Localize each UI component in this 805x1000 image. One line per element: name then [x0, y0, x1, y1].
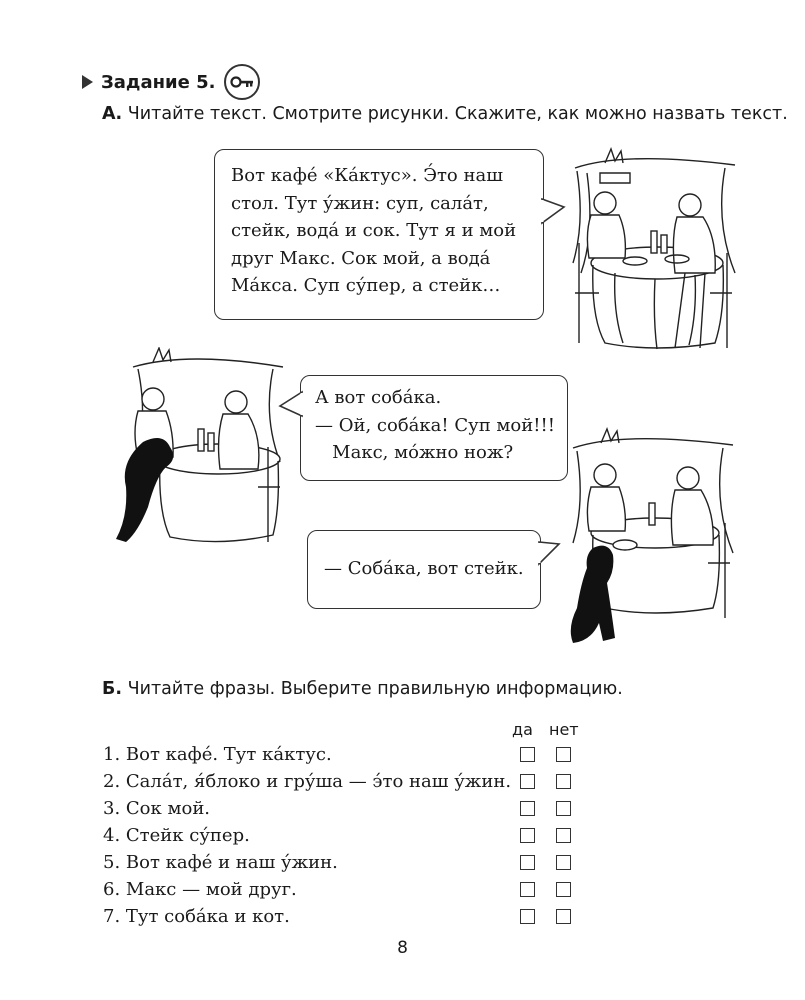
page-number: 8 [397, 938, 408, 958]
section-a-instruction [102, 104, 788, 124]
column-no-label: нет [549, 720, 579, 739]
no-checkbox[interactable] [556, 909, 571, 924]
no-checkbox[interactable] [556, 747, 571, 762]
no-checkbox[interactable] [556, 774, 571, 789]
section-b-instruction-text: Читайте фразы. Выберите правильную информацию. [127, 679, 623, 699]
task-title: Задание 5. [101, 71, 216, 93]
yes-checkbox[interactable] [520, 774, 535, 789]
bubble-3-line: — Соба́ка, вот стейк. [324, 558, 524, 579]
section-a-letter: А. [102, 104, 123, 124]
cafe-scene-dog-steak-illustration [563, 423, 741, 648]
yes-checkbox[interactable] [520, 909, 535, 924]
column-yes-label: да [512, 720, 533, 739]
key-icon [224, 64, 260, 100]
statement-text: 1. Вот кафе́. Тут ка́ктус. [103, 744, 332, 765]
statement-row [103, 822, 583, 849]
bubble-3-tail [539, 538, 563, 572]
statement-text: 2. Сала́т, я́блоко и гру́ша — э́то наш у́жин. [103, 771, 512, 792]
bubble-1-line: Вот кафе́ «Ка́ктус». Э́то наш [231, 165, 503, 186]
yes-checkbox[interactable] [520, 801, 535, 816]
section-b-letter: Б. [102, 679, 122, 699]
bubble-2-line: Макс, мо́жно нож? [315, 442, 514, 463]
bubble-1-line: стол. Тут у́жин: суп, сала́т, [231, 192, 489, 214]
no-checkbox[interactable] [556, 801, 571, 816]
bubble-1-tail [542, 195, 566, 229]
statement-row [103, 903, 583, 930]
bubble-1-line: Ма́кса. Суп су́пер, а стейк… [231, 275, 501, 296]
speech-bubble-1 [214, 149, 544, 320]
bubble-2-line: — Ой, соба́ка! Суп мой!!! [315, 414, 555, 436]
yes-checkbox[interactable] [520, 855, 535, 870]
section-a-instruction-text: Читайте текст. Смотрите рисунки. Скажите, как можно назвать текст. [127, 104, 788, 124]
no-checkbox[interactable] [556, 828, 571, 843]
statement-text: 3. Сок мой. [103, 798, 211, 819]
statement-list [103, 741, 583, 930]
speech-bubble-3 [307, 530, 541, 609]
task-header [82, 64, 260, 100]
bubble-2-line: А вот соба́ка. [315, 387, 442, 408]
yes-checkbox[interactable] [520, 882, 535, 897]
yes-checkbox[interactable] [520, 828, 535, 843]
statement-text: 5. Вот кафе́ и наш у́жин. [103, 852, 338, 873]
statement-text: 4. Стейк су́пер. [103, 825, 250, 846]
cafe-scene-dog-illustration [108, 347, 290, 552]
bubble-1-line: стейк, вода́ и сок. Тут я и мой [231, 220, 517, 241]
statement-text: 7. Тут соба́ка и кот. [103, 906, 290, 927]
statement-row [103, 768, 583, 795]
cafe-scene-illustration-1 [565, 143, 745, 358]
yes-checkbox[interactable] [520, 747, 535, 762]
statement-text: 6. Макс — мой друг. [103, 879, 297, 900]
no-checkbox[interactable] [556, 855, 571, 870]
no-checkbox[interactable] [556, 882, 571, 897]
statement-row [103, 849, 583, 876]
bullet-triangle-icon [82, 75, 93, 89]
statement-row [103, 741, 583, 768]
statement-row [103, 795, 583, 822]
speech-bubble-2 [300, 375, 568, 481]
section-b-instruction [102, 679, 623, 699]
statement-row [103, 876, 583, 903]
bubble-1-line: друг Макс. Сок мой, а вода́ [231, 247, 491, 269]
